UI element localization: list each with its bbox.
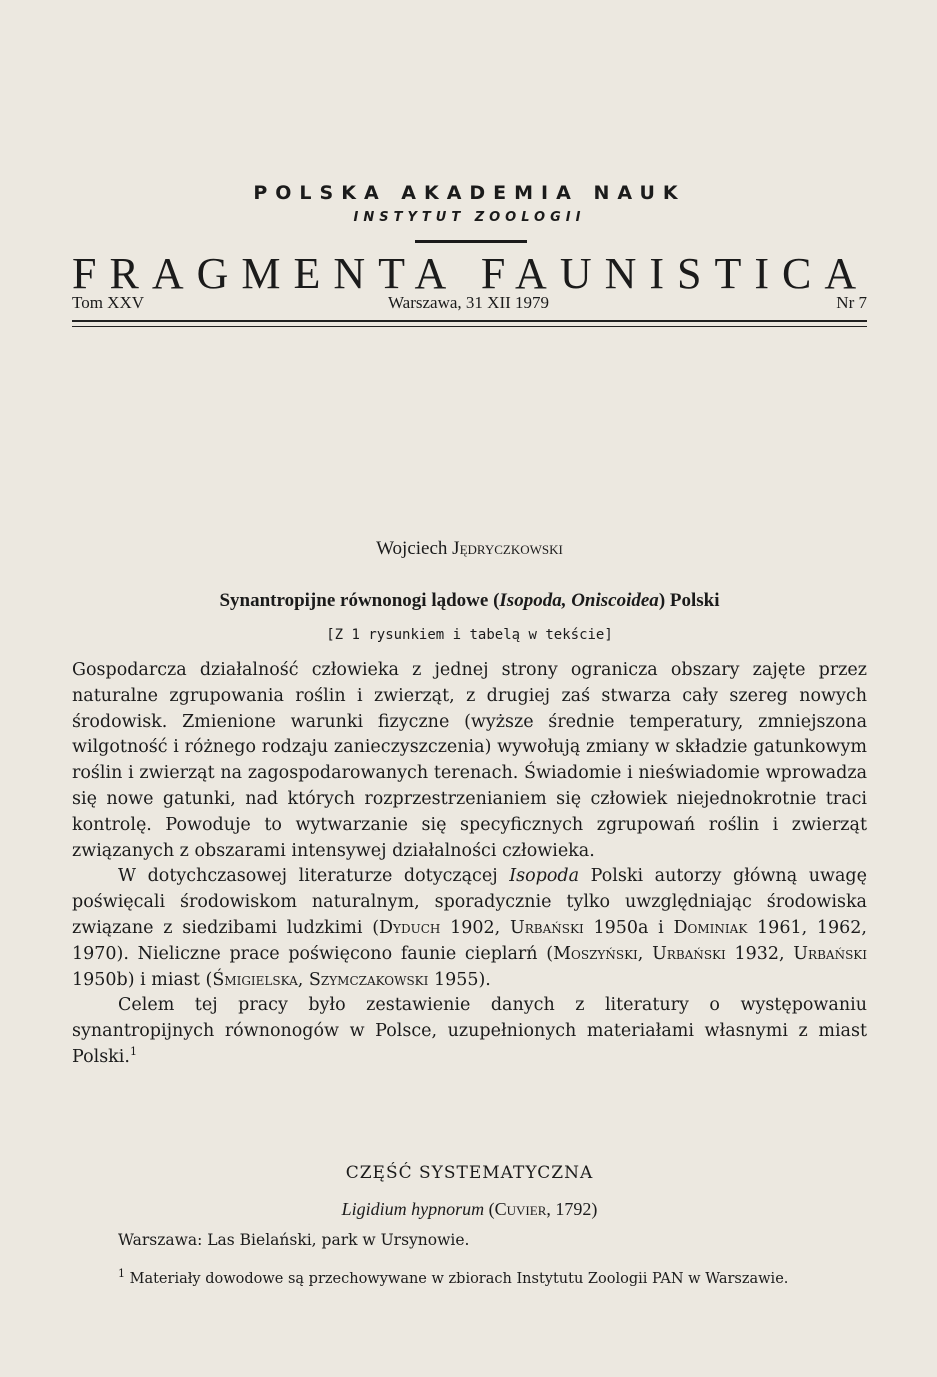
citation-author: Urbański [793, 943, 867, 964]
p2-text: 1961, 1962, 1970). Nieliczne prace poświęcono faunie cieplarń ( [72, 917, 867, 964]
p2-text: , [297, 969, 309, 990]
citation-author: Dominiak [673, 917, 748, 938]
citation-author: Urbański [509, 917, 584, 938]
article-title [72, 590, 867, 612]
article-page [72, 0, 870, 1377]
p3-text: Celem tej pracy było zestawienie danych z literatury o występowaniu synantropijnych równonogów w Polsce, uzupełnionych materiałami własnymi z miast Polski. [72, 995, 867, 1067]
section-heading: CZĘŚĆ SYSTEMATYCZNA [345, 1163, 594, 1183]
footnote-mark: 1 [118, 1267, 125, 1281]
article-body [72, 658, 867, 1071]
p2-text: 1955). [428, 969, 491, 990]
academy-name: POLSKA AKADEMIA NAUK [253, 182, 686, 204]
locality-record: Warszawa: Las Bielański, park w Ursynowie. [118, 1231, 470, 1249]
header-double-rule [72, 320, 867, 327]
species-name: Ligidium hypnorum [341, 1199, 485, 1219]
issue-meta [72, 293, 867, 313]
p2-text: , [637, 943, 653, 964]
p2-italic: Isopoda [509, 866, 580, 887]
p2-text: 1950a i [583, 917, 674, 938]
title-post: ) Polski [658, 590, 720, 611]
title-italic: Isopoda, Oniscoidea [499, 590, 659, 611]
footnote-text: Materiały dowodowe są przechowywane w zbiorach Instytutu Zoologii PAN w Warszawie. [125, 1271, 789, 1287]
species-paren: ( [484, 1199, 495, 1219]
p2-text: W dotychczasowej literaturze dotyczącej [118, 866, 510, 887]
title-pre: Synantropijne równonogi lądowe ( [219, 590, 500, 611]
species-year: , 1792) [546, 1199, 598, 1219]
footnote-ref[interactable]: 1 [129, 1045, 137, 1059]
issue-number: Nr 7 [836, 293, 867, 312]
article-author [72, 538, 867, 560]
volume-label: Tom XXV [72, 293, 145, 312]
p2-text: 1932, [725, 943, 794, 964]
issue-date: Warszawa, 31 XII 1979 [388, 293, 550, 312]
paragraph-1: Gospodarcza działalność człowieka z jednej strony ogranicza obszary zajęte przez naturalne zgrupowania roślin i zwierząt, z drugiej zaś stwarza cały szereg nowych środowisk. Zmienione warunki fizyczne (wyższe średnie temperatury, zmniejszona wilgotność i różnego rodzaju zanieczyszczenia) wywołują zmiany w składzie gatunkowym roślin i zwierząt na zagospodarowanych terenach. Świadomie i nieświadomie wprowadza się nowe gatunki, nad których rozprzestrzenianiem się człowiek niejednokrotnie traci kontrolę. Powoduje to wytwarzanie się specyficznych zgrupowań roślin i zwierząt związanych z obszarami intensywej działalności człowieka. [72, 660, 867, 861]
citation-author: Dyduch [379, 917, 441, 938]
p2-text: 1950b) i miast ( [72, 969, 213, 990]
species-author: Cuvier [494, 1199, 547, 1219]
citation-author: Urbański [652, 943, 726, 964]
p2-text: 1902, [440, 917, 510, 938]
journal-title: FRAGMENTA FAUNISTICA [72, 249, 870, 298]
footnote [72, 1268, 867, 1290]
institute-name: INSTYTUT ZOOLOGII [353, 210, 586, 225]
figure-note: [Z 1 rysunkiem i tabelą w tekście] [326, 627, 613, 643]
p2-text: Polski autorzy główną uwagę poświęcali środowiskom naturalnym, sporadycznie tylko uwzględniając środowiska związane z siedzibami ludzkimi ( [72, 866, 867, 938]
paragraph-2 [72, 864, 867, 993]
citation-author: Śmigielska [212, 969, 298, 990]
species-heading [72, 1199, 867, 1220]
paragraph-3 [72, 993, 867, 1070]
citation-author: Moszyński [553, 943, 638, 964]
citation-author: Szymczakowski [308, 969, 429, 990]
author-first-name: Wojciech [376, 538, 448, 559]
header-rule [415, 240, 527, 243]
author-last-name: Jędryczkowski [452, 538, 563, 559]
